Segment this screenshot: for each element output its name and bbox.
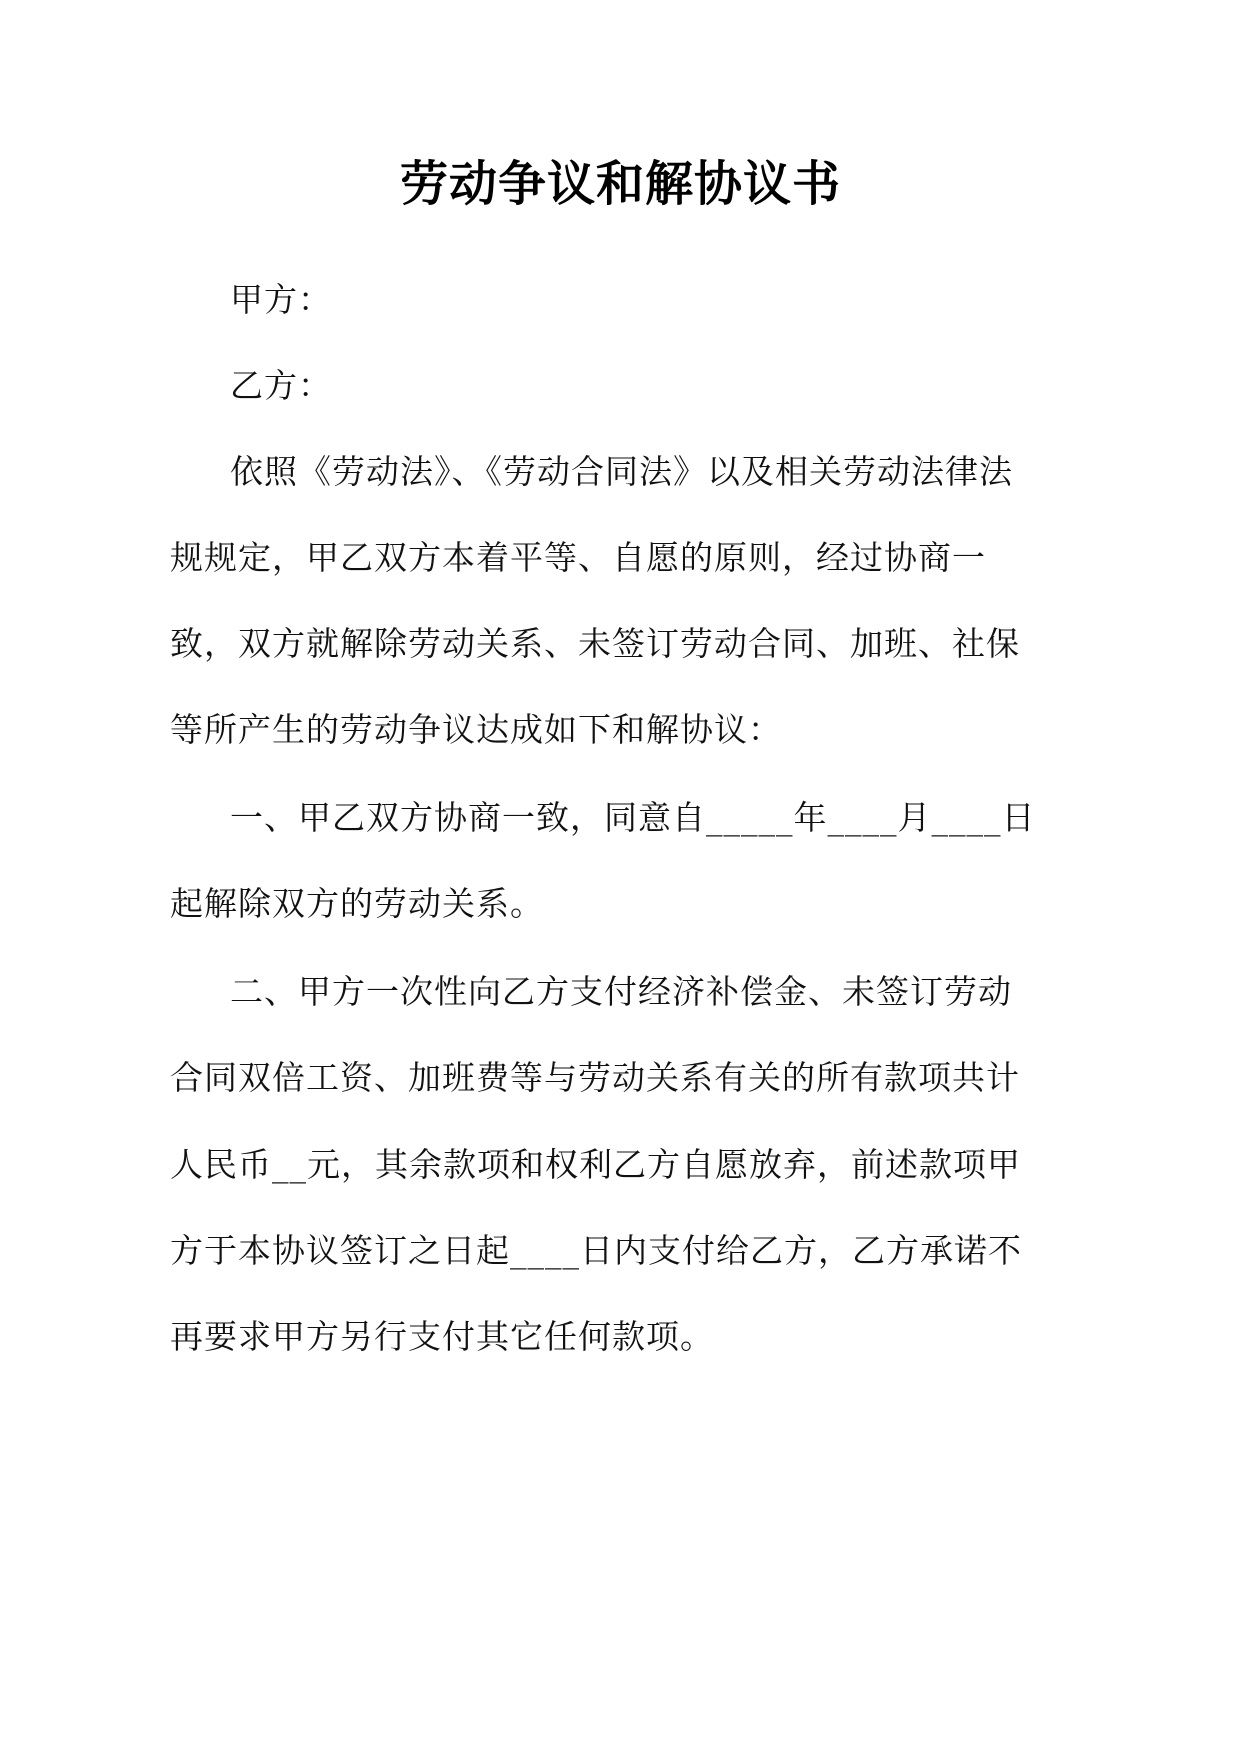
clause-2-line: 合同双倍工资、加班费等与劳动关系有关的所有款项共计 — [170, 1058, 1020, 1097]
intro-line: 规规定，甲乙双方本着平等、自愿的原则，经过协商一 — [170, 538, 986, 577]
clause-2-line: 再要求甲方另行支付其它任何款项。 — [170, 1317, 714, 1356]
intro-line: 等所产生的劳动争议达成如下和解协议： — [170, 710, 782, 749]
intro-line: 致，双方就解除劳动关系、未签订劳动合同、加班、社保 — [170, 624, 1020, 663]
clause-1-line: 一、甲乙双方协商一致，同意自_____年____月____日 — [230, 798, 1036, 837]
party-a-label: 甲方： — [230, 280, 332, 319]
document-title: 劳动争议和解协议书 — [399, 156, 841, 212]
party-b-label: 乙方： — [230, 366, 332, 405]
clause-2-line: 人民币__元，其余款项和权利乙方自愿放弃，前述款项甲 — [170, 1145, 1021, 1184]
clause-1-line: 起解除双方的劳动关系。 — [170, 884, 544, 923]
intro-line: 依照《劳动法》、《劳动合同法》以及相关劳动法律法 — [230, 452, 1013, 491]
clause-2-line: 方于本协议签订之日起____日内支付给乙方，乙方承诺不 — [170, 1231, 1022, 1270]
clause-2-line: 二、甲方一次性向乙方支付经济补偿金、未签订劳动 — [230, 972, 1012, 1011]
